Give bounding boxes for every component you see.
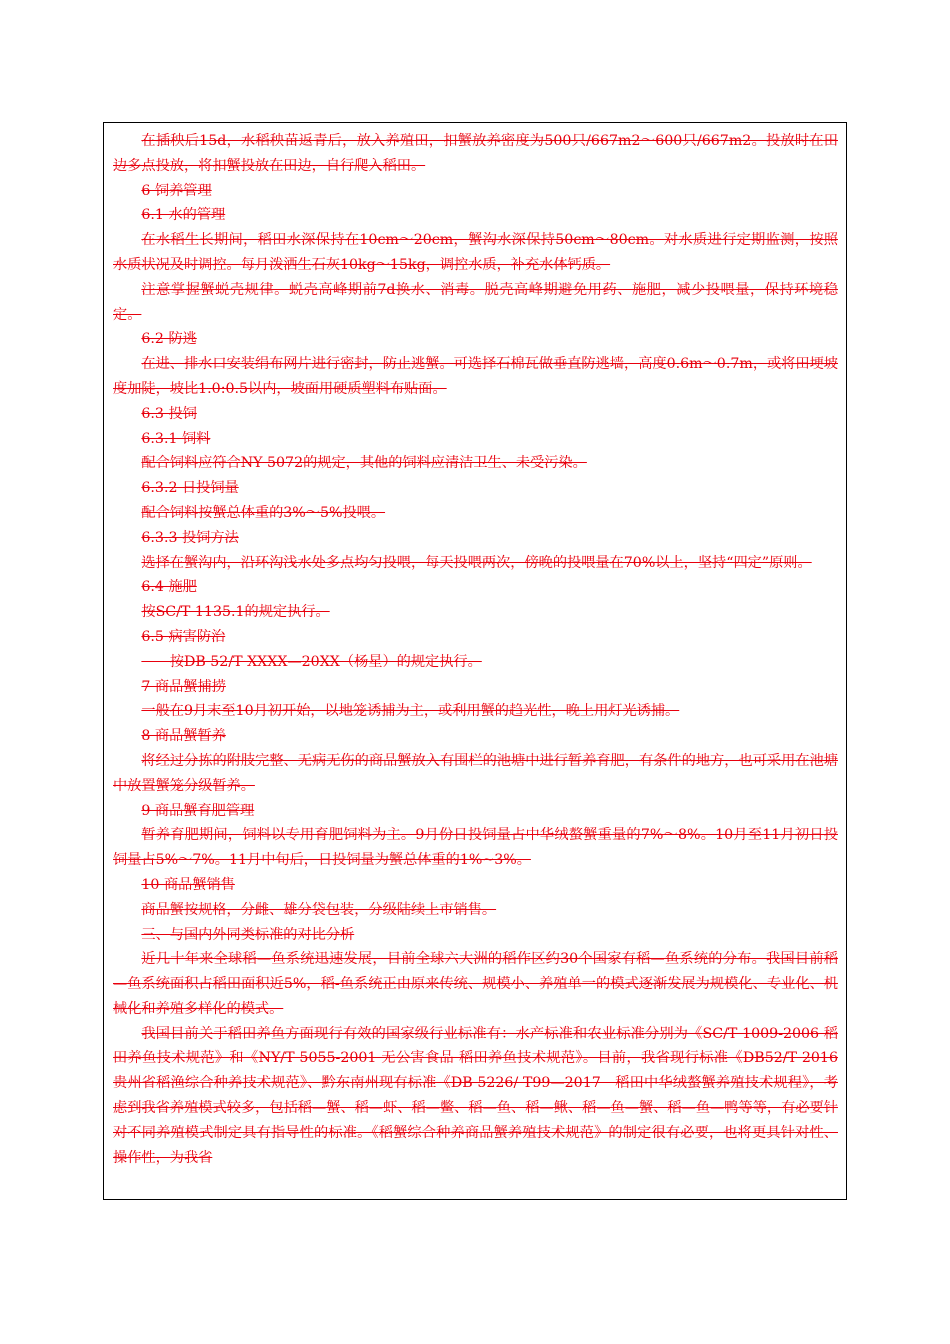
paragraph-sales: 商品蟹按规格，分雌、雄分袋包装，分级陆续上市销售。	[141, 901, 497, 918]
heading-10: 10 商品蟹销售	[141, 876, 235, 893]
paragraph-fertilizing: 按SC/T 1135.1的规定执行。	[141, 604, 330, 621]
paragraph-global-development: 近几十年来全球稻—鱼系统迅速发展，目前全球六大洲的稻作区约30个国家有稻—鱼系统的分布。我国目前稻—鱼系统面积占稻田面积近5%，稻-鱼系统正由原来传统、规模小、养殖单一的模式逐渐发展为规模化、专业化、机械化和养殖多样化的模式。	[113, 951, 838, 1017]
paragraph-escape-prevention: 在进、排水口安装绢布网片进行密封，防止逃蟹。可选择石棉瓦做垂直防逃墙，高度0.6m～0.7m，或将田埂坡度加陡，坡比1.0:0.5以内，坡面用硬质塑料布贴面。	[113, 356, 838, 397]
heading-6: 6 饲养管理	[141, 182, 212, 199]
heading-6-4: 6.4 施肥	[141, 579, 197, 596]
paragraph-daily-feed: 配合饲料按蟹总体重的3%～5%投喂。	[141, 504, 386, 521]
paragraph-molting: 注意掌握蟹蜕壳规律。蜕壳高峰期前7d换水、消毒。脱壳高峰期避免用药、施肥，减少投喂量，保持环境稳定。	[113, 281, 838, 323]
paragraph-disease-control: 按DB 52/T XXXX—20XX（杨星）的规定执行。	[141, 653, 482, 670]
paragraph-harvest: 一般在9月末至10月初开始，以地笼诱捕为主，或利用蟹的趋光性，晚上用灯光诱捕。	[141, 703, 680, 720]
document-frame	[103, 122, 847, 1200]
heading-6-5: 6.5 病害防治	[141, 628, 226, 645]
heading-7: 7 商品蟹捕捞	[141, 678, 226, 695]
heading-9: 9 商品蟹育肥管理	[141, 802, 255, 819]
heading-6-3-1: 6.3.1 饲料	[141, 430, 211, 447]
document-body	[113, 129, 838, 1170]
paragraph-water-depth: 在水稻生长期间，稻田水深保持在10cm～20cm，蟹沟水深保持50cm～80cm。对水质进行定期监测，按照水质状况及时调控。每月泼洒生石灰10kg～15kg，调控水质，补充水体钙质。	[113, 232, 838, 273]
heading-6-3-3: 6.3.3 投饲方法	[141, 529, 239, 546]
paragraph-national-standards: 我国目前关于稻田养鱼方面现行有效的国家级行业标准有：水产标准和农业标准分别为《SC/T 1009-2006 稻田养鱼技术规范》和《NY/T 5055-2001 无公害食品 稻田养鱼技术规范》。目前，我省现行标准《DB52/T 2016 贵州省稻渔综合种养技术规范》、黔东南州现有标准《DB 5226/ T99—2017 稻田中华绒螯蟹养殖技术规程》，考虑到我省养殖模式较多，包括稻—蟹、稻—虾、稻—鳖、稻—鱼、稻—鳅、稻—鱼—蟹、稻—鱼—鸭等等，有必要针对不同养殖模式制定具有指导性的标准。《稻蟹综合种养商品蟹养殖技术规范》的制定很有必要，也将更具针对性、操作性，为我省	[113, 1025, 838, 1166]
paragraph-feed: 配合饲料应符合NY 5072的规定，其他的饲料应清洁卫生、未受污染。	[141, 455, 587, 472]
heading-section-3: 三、与国内外同类标准的对比分析	[141, 926, 355, 943]
paragraph-stocking: 在插秧后15d，水稻秧苗返青后，放入养殖田，扣蟹放养密度为500只/667m2～600只/667m2。投放时在田边多点投放，将扣蟹投放在田边，自行爬入稻田。	[113, 133, 838, 174]
paragraph-fattening: 暂养育肥期间，饲料以专用育肥饲料为主。9月份日投饲量占中华绒螯蟹重量的7%～8%。10月至11月初日投饲量占5%～7%。11月中旬后，日投饲量为蟹总体重的1%~3%。	[113, 827, 838, 869]
heading-6-3-2: 6.3.2 日投饲量	[141, 480, 239, 497]
heading-6-2: 6.2 防逃	[141, 331, 197, 348]
paragraph-feeding-method: 选择在蟹沟内，沿环沟浅水处多点均匀投喂，每天投喂两次，傍晚的投喂量在70%以上，坚持“四定”原则。	[141, 554, 812, 571]
paragraph-temporary-rearing: 将经过分拣的附肢完整、无病无伤的商品蟹放入有围栏的池塘中进行暂养育肥，有条件的地方，也可采用在池塘中放置蟹笼分级暂养。	[113, 752, 838, 794]
heading-6-3: 6.3 投饲	[141, 405, 197, 422]
heading-6-1: 6.1 水的管理	[141, 207, 226, 224]
heading-8: 8 商品蟹暂养	[141, 728, 226, 745]
